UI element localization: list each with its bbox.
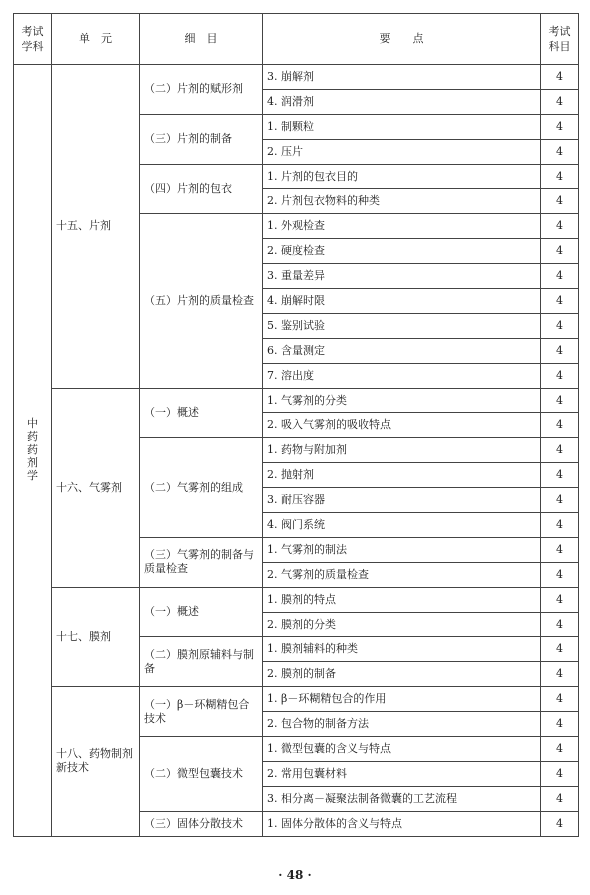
point-cell: 2. 气雾剂的质量检查 — [263, 562, 541, 587]
point-cell: 1. 微型包囊的含义与特点 — [263, 737, 541, 762]
header-subject: 考试学科 — [14, 14, 52, 65]
table-row — [14, 587, 579, 612]
header-level: 考试科目 — [541, 14, 579, 65]
point-cell: 4. 阀门系统 — [263, 513, 541, 538]
point-cell: 7. 溶出度 — [263, 363, 541, 388]
point-cell: 2. 吸入气雾剂的吸收特点 — [263, 413, 541, 438]
detail-cell: （二）微型包囊技术 — [140, 737, 263, 812]
level-cell: 4 — [541, 264, 579, 289]
level-cell: 4 — [541, 537, 579, 562]
page-number: · 48 · — [278, 868, 312, 882]
table-row — [14, 687, 579, 712]
point-cell: 2. 常用包囊材料 — [263, 761, 541, 786]
header-detail: 细 目 — [140, 14, 263, 65]
level-cell: 4 — [541, 164, 579, 189]
point-cell: 2. 硬度检查 — [263, 239, 541, 264]
level-cell: 4 — [541, 811, 579, 836]
detail-cell: （二）气雾剂的组成 — [140, 438, 263, 538]
level-cell: 4 — [541, 289, 579, 314]
point-cell: 3. 重量差异 — [263, 264, 541, 289]
detail-cell: （三）片剂的制备 — [140, 114, 263, 164]
header-row — [14, 14, 579, 65]
level-cell: 4 — [541, 786, 579, 811]
point-cell: 1. 固体分散体的含义与特点 — [263, 811, 541, 836]
level-cell: 4 — [541, 65, 579, 90]
level-cell: 4 — [541, 737, 579, 762]
unit-cell: 十八、药物制剂新技术 — [52, 687, 140, 836]
level-cell: 4 — [541, 612, 579, 637]
point-cell: 2. 抛射剂 — [263, 463, 541, 488]
point-cell: 1. 膜剂的特点 — [263, 587, 541, 612]
detail-cell: （二）片剂的赋形剂 — [140, 65, 263, 115]
level-cell: 4 — [541, 338, 579, 363]
level-cell: 4 — [541, 388, 579, 413]
table-row — [14, 65, 579, 90]
level-cell: 4 — [541, 637, 579, 662]
level-cell: 4 — [541, 189, 579, 214]
detail-cell: （二）膜剂原辅料与制备 — [140, 637, 263, 687]
point-cell: 1. 膜剂辅料的种类 — [263, 637, 541, 662]
unit-cell: 十七、膜剂 — [52, 587, 140, 687]
point-cell: 1. 气雾剂的制法 — [263, 537, 541, 562]
level-cell: 4 — [541, 363, 579, 388]
level-cell: 4 — [541, 662, 579, 687]
level-cell: 4 — [541, 712, 579, 737]
level-cell: 4 — [541, 139, 579, 164]
point-cell: 2. 膜剂的分类 — [263, 612, 541, 637]
level-cell: 4 — [541, 463, 579, 488]
point-cell: 1. 片剂的包衣目的 — [263, 164, 541, 189]
level-cell: 4 — [541, 214, 579, 239]
level-cell: 4 — [541, 413, 579, 438]
syllabus-table — [13, 13, 579, 837]
point-cell: 2. 片剂包衣物料的种类 — [263, 189, 541, 214]
level-cell: 4 — [541, 562, 579, 587]
level-cell: 4 — [541, 513, 579, 538]
detail-cell: （一）概述 — [140, 587, 263, 637]
point-cell: 1. 外观检查 — [263, 214, 541, 239]
level-cell: 4 — [541, 313, 579, 338]
subject-cell — [14, 65, 52, 837]
level-cell: 4 — [541, 89, 579, 114]
level-cell: 4 — [541, 761, 579, 786]
detail-cell: （三）气雾剂的制备与质量检查 — [140, 537, 263, 587]
point-cell: 1. 药物与附加剂 — [263, 438, 541, 463]
detail-cell: （四）片剂的包衣 — [140, 164, 263, 214]
point-cell: 1. β－环糊精包合的作用 — [263, 687, 541, 712]
detail-cell: （三）固体分散技术 — [140, 811, 263, 836]
level-cell: 4 — [541, 587, 579, 612]
header-unit: 单 元 — [52, 14, 140, 65]
point-cell: 2. 压片 — [263, 139, 541, 164]
level-cell: 4 — [541, 488, 579, 513]
point-cell: 3. 相分离－凝聚法制备微囊的工艺流程 — [263, 786, 541, 811]
point-cell: 2. 膜剂的制备 — [263, 662, 541, 687]
level-cell: 4 — [541, 687, 579, 712]
point-cell: 4. 润滑剂 — [263, 89, 541, 114]
level-cell: 4 — [541, 114, 579, 139]
detail-cell: （一）β－环糊精包合技术 — [140, 687, 263, 737]
level-cell: 4 — [541, 239, 579, 264]
point-cell: 1. 气雾剂的分类 — [263, 388, 541, 413]
point-cell: 6. 含量测定 — [263, 338, 541, 363]
detail-cell: （五）片剂的质量检查 — [140, 214, 263, 388]
unit-cell: 十六、气雾剂 — [52, 388, 140, 587]
table-row — [14, 388, 579, 413]
level-cell: 4 — [541, 438, 579, 463]
subject-label: 中药药剂学 — [27, 417, 38, 483]
point-cell: 3. 崩解剂 — [263, 65, 541, 90]
point-cell: 3. 耐压容器 — [263, 488, 541, 513]
point-cell: 2. 包合物的制备方法 — [263, 712, 541, 737]
header-point: 要 点 — [263, 14, 541, 65]
table-body — [14, 65, 579, 837]
point-cell: 4. 崩解时限 — [263, 289, 541, 314]
detail-cell: （一）概述 — [140, 388, 263, 438]
point-cell: 1. 制颗粒 — [263, 114, 541, 139]
point-cell: 5. 鉴别试验 — [263, 313, 541, 338]
unit-cell: 十五、片剂 — [52, 65, 140, 389]
